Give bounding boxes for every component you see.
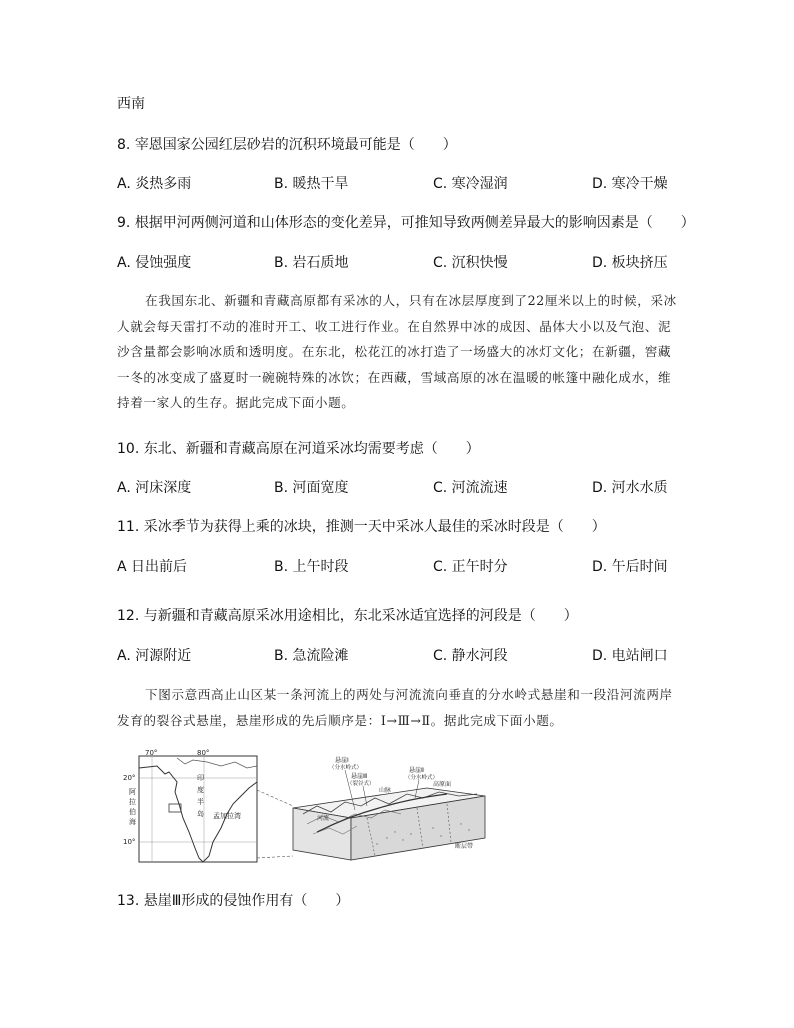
cliff-3-label: 悬崖Ⅲ <box>351 773 368 780</box>
option-12b: B. 急流险滩 <box>274 648 349 664</box>
question-8 <box>117 134 457 154</box>
option-8c: C. 寒冷湿润 <box>433 176 508 192</box>
fault-label: 断层带 <box>455 843 474 850</box>
cliff-3-type: （裂谷式） <box>347 781 375 787</box>
mountain-label: 山脉 <box>379 787 392 794</box>
cliff-2-label: 悬崖Ⅱ <box>409 767 424 774</box>
question-stem: 宰恩国家公园红层砂岩的沉积环境最可能是（ ） <box>134 137 457 153</box>
question-9 <box>117 212 695 232</box>
question-10 <box>117 438 480 458</box>
option-8a: A. 炎热多雨 <box>117 176 192 192</box>
option-8d: D. 寒冷干燥 <box>592 176 668 192</box>
sea-label-char: 伯 <box>129 808 136 816</box>
lon-label-80: 80° <box>197 749 210 757</box>
option-11a: A 日出前后 <box>117 559 188 575</box>
heading-fragment: 西南 <box>117 96 145 112</box>
option-10b: B. 河面宽度 <box>274 480 349 496</box>
question-stem: 悬崖Ⅲ形成的侵蚀作用有（ ） <box>143 893 350 909</box>
figure-western-ghats <box>117 748 497 866</box>
cliff-1-label: 悬崖Ⅰ <box>335 757 349 764</box>
passage-cliffs: 下图示意西高止山区某一条河流上的两处与河流流向垂直的分水岭式悬崖和一段沿河流两岸发育的裂谷式悬崖，悬崖形成的先后顺序是：Ⅰ→Ⅲ→Ⅱ。据此完成下面小题。 <box>117 687 673 728</box>
peninsula-label-char: 半 <box>197 798 204 806</box>
passage-ice-harvesting: 在我国东北、新疆和青藏高原都有采冰的人，只有在冰层厚度到了22厘米以上的时候，采冰人就会每天雷打不动的准时开工、收工进行作业。在自然界中冰的成因、晶体大小以及气泡、泥沙含量都会影响冰质和透明度。在东北，松花江的冰打造了一场盛大的冰灯文化；在新疆，窖藏一冬的冰变成了盛夏时一碗碗特殊的冰饮；在西藏，雪域高原的冰在温暖的帐篷中融化成水，维持着一家人的生存。据此完成下面小题。 <box>117 293 677 410</box>
question-11 <box>117 516 606 536</box>
bay-label: 孟加拉湾 <box>213 812 241 820</box>
option-9c: C. 沉积快慢 <box>433 255 508 271</box>
question-number: 10. <box>117 441 140 457</box>
lon-label-70: 70° <box>145 749 158 757</box>
question-stem: 东北、新疆和青藏高原在河道采冰均需要考虑（ ） <box>143 441 480 457</box>
option-8b: B. 暖热干旱 <box>274 176 349 192</box>
peninsula-label-char: 印 <box>197 774 204 782</box>
peninsula-label-char: 度 <box>197 786 204 794</box>
plateau-label: 高原面 <box>433 781 452 788</box>
block-diagram <box>293 756 485 860</box>
option-10c: C. 河流流速 <box>433 480 508 496</box>
option-10a: A. 河床深度 <box>117 480 192 496</box>
question-number: 8. <box>117 137 131 153</box>
sea-label-char: 拉 <box>129 798 136 806</box>
question-stem: 与新疆和青藏高原采冰用途相比，东北采冰适宜选择的河段是（ ） <box>143 608 578 624</box>
lat-label-10: 10° <box>123 838 136 846</box>
question-13 <box>117 890 349 910</box>
option-12d: D. 电站闸口 <box>592 648 668 664</box>
option-11b: B. 上午时段 <box>274 559 349 575</box>
option-12c: C. 静水河段 <box>433 648 508 664</box>
location-map <box>123 749 257 862</box>
sea-label-char: 阿 <box>129 788 136 796</box>
option-12a: A. 河源附近 <box>117 648 192 664</box>
option-11c: C. 正午时分 <box>433 559 508 575</box>
cliff-2-type: （分水岭式） <box>405 775 439 781</box>
question-stem: 采冰季节为获得上乘的冰块，推测一天中采冰人最佳的采冰时段是（ ） <box>143 519 606 535</box>
option-9b: B. 岩石质地 <box>274 255 349 271</box>
option-9d: D. 板块挤压 <box>592 255 668 271</box>
option-9a: A. 侵蚀强度 <box>117 255 192 271</box>
river-label: 河流 <box>317 815 330 822</box>
question-12 <box>117 605 578 625</box>
question-number: 11. <box>117 519 140 535</box>
question-number: 12. <box>117 608 140 624</box>
option-11d: D. 午后时间 <box>592 559 668 575</box>
cliff-1-type: （分水岭式） <box>329 765 363 771</box>
question-number: 13. <box>117 893 140 909</box>
question-stem: 根据甲河两侧河道和山体形态的变化差异，可推知导致两侧差异最大的影响因素是（ ） <box>134 215 695 231</box>
option-10d: D. 河水水质 <box>592 480 668 496</box>
peninsula-label-char: 岛 <box>197 810 204 818</box>
lat-label-20: 20° <box>123 774 136 782</box>
question-number: 9. <box>117 215 131 231</box>
sea-label-char: 海 <box>129 818 136 826</box>
